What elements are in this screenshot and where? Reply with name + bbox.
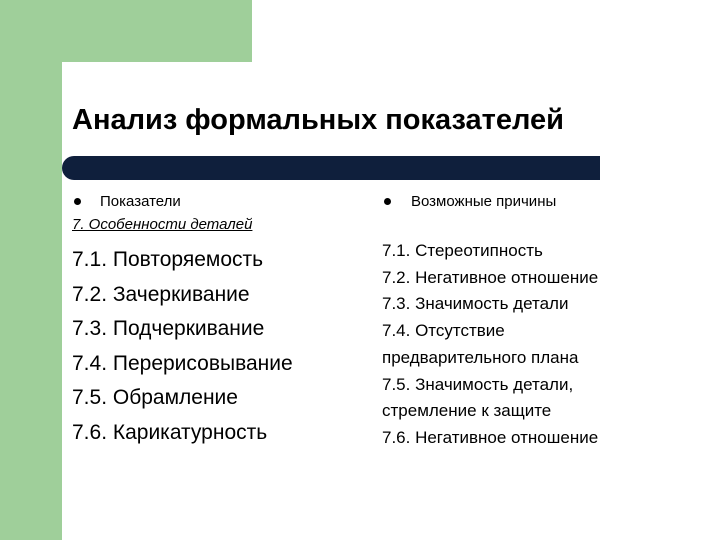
indicators-list (72, 243, 372, 450)
indicators-column (72, 190, 372, 450)
causes-heading-row (382, 190, 712, 212)
slide-title: Анализ формальных показателей (72, 104, 564, 136)
decorative-green-bar-left (0, 0, 62, 540)
bullet-icon (384, 198, 391, 205)
indicator-item: 7.5. Обрамление (72, 386, 238, 409)
cause-line: 7.4. Отсутствие (382, 321, 505, 341)
causes-list (382, 238, 712, 452)
indicator-item: 7.1. Повторяемость (72, 248, 264, 271)
cause-line: 7.3. Значимость детали (382, 294, 569, 314)
indicator-item: 7.6. Карикатурность (72, 420, 268, 444)
indicators-heading-row (72, 190, 372, 212)
causes-heading: Возможные причины (411, 192, 557, 210)
cause-line: 7.6. Негативное отношение (382, 427, 599, 447)
cause-line: стремление к защите (382, 401, 552, 421)
indicators-subheading: 7. Особенности деталей (72, 216, 253, 233)
causes-column (382, 190, 712, 452)
cause-line: 7.1. Стереотипность (382, 241, 543, 260)
title-divider-bar (62, 156, 600, 180)
bullet-icon (74, 198, 81, 205)
decorative-green-bar-top (0, 0, 252, 62)
indicator-item: 7.2. Зачеркивание (72, 282, 250, 306)
indicator-item: 7.3. Подчеркивание (72, 317, 265, 340)
indicator-item: 7.4. Перерисовывание (72, 351, 293, 375)
cause-line: 7.2. Негативное отношение (382, 267, 599, 287)
indicators-heading: Показатели (100, 192, 181, 210)
cause-line: 7.5. Значимость детали, (382, 374, 574, 394)
cause-line: предварительного плана (382, 347, 579, 367)
